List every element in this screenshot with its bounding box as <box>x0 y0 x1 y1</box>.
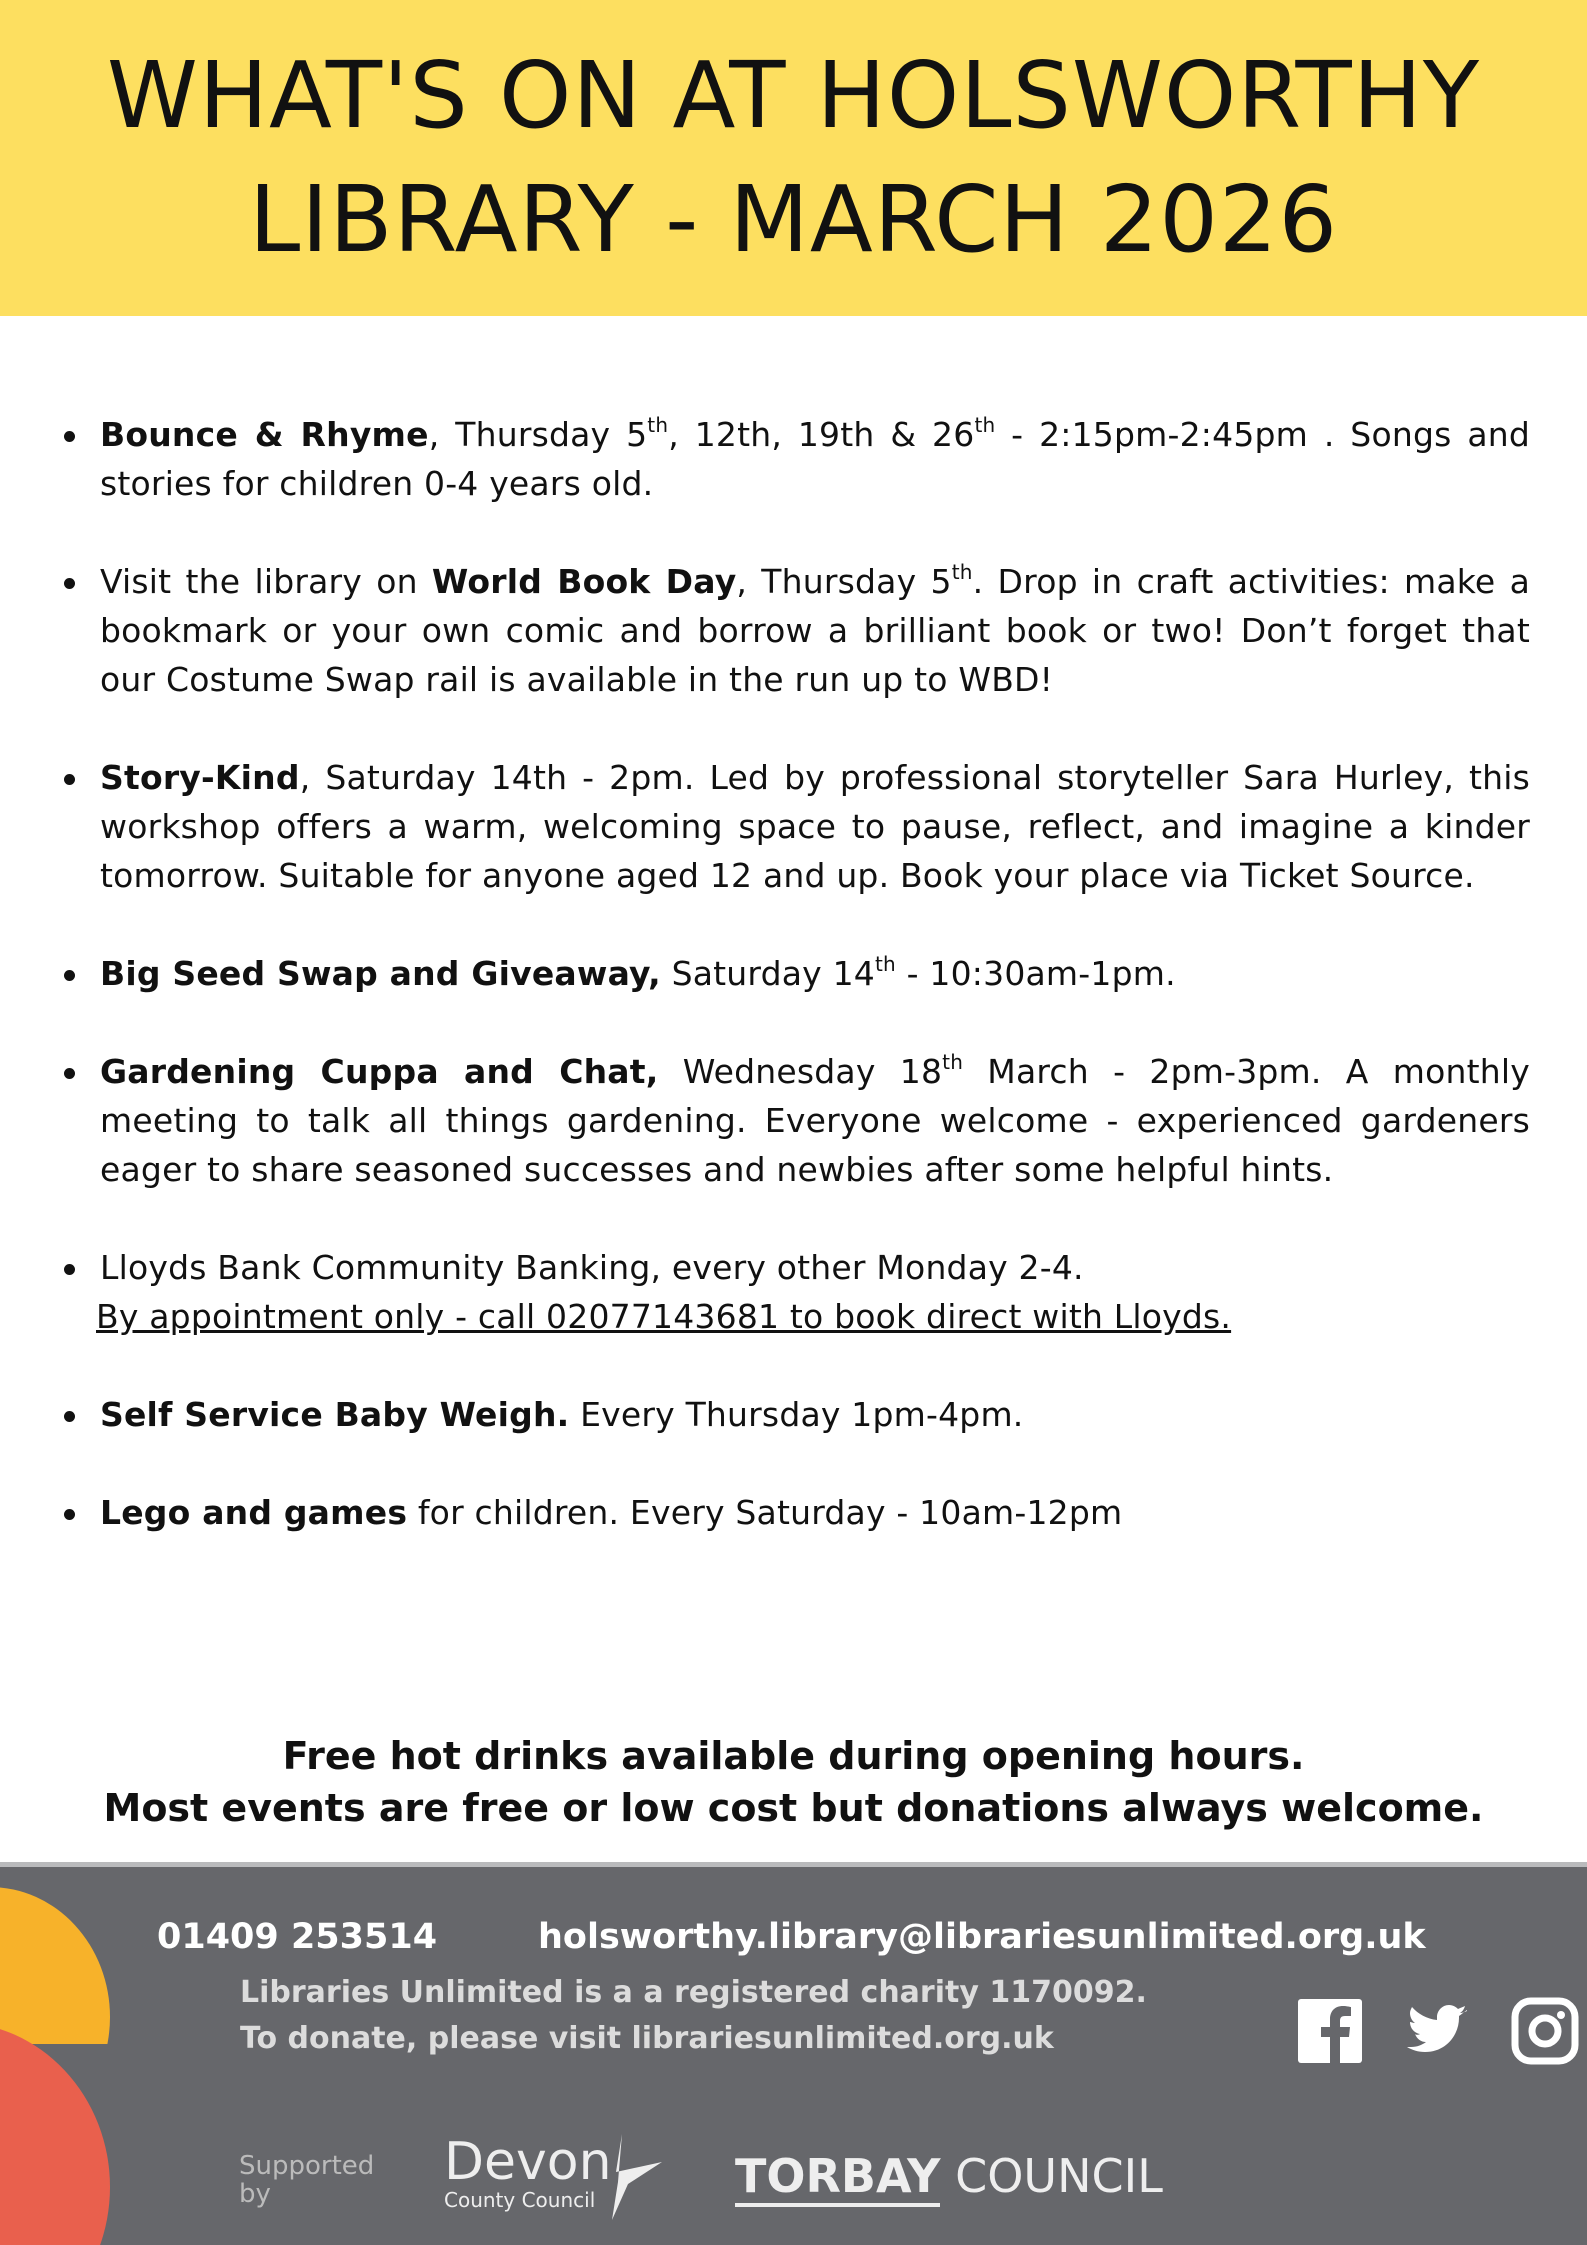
page-header <box>0 0 1587 316</box>
closing-line-2: Most events are free or low cost but donations always welcome. <box>103 1786 1484 1830</box>
event-text: - 10:30am-1pm. <box>895 954 1176 993</box>
closing-line-1: Free hot drinks available during opening hours. <box>282 1734 1305 1778</box>
event-item <box>60 410 1530 508</box>
event-text: - 2:15pm-2:45pm . Songs and stories for children 0-4 years old. <box>100 415 1530 503</box>
email-link[interactable]: holsworthy.library@librariesunlimited.org.uk <box>538 1917 1426 1957</box>
event-title: Story-Kind <box>100 758 300 797</box>
event-item <box>60 557 1530 704</box>
event-text: , Thursday 5 <box>428 415 648 454</box>
event-item <box>60 1047 1530 1194</box>
facebook-icon[interactable] <box>1296 1997 1364 2065</box>
event-text: March - 2pm-3pm. A monthly meeting to talk all things gardening. Everyone welcome - experienced gardeners eager to share seasoned successes and newbies after some helpful hints. <box>100 1052 1530 1189</box>
torbay-council-logo <box>735 2149 1163 2203</box>
appointment-link[interactable]: By appointment only - call 02077143681 to book direct with Lloyds. <box>96 1297 1232 1336</box>
supported-by-label: Supported by <box>239 2151 375 2209</box>
torbay-logo-bold: TORBAY <box>735 2149 940 2207</box>
devon-logo-subtext: County Council <box>444 2188 596 2212</box>
title-line-2: LIBRARY - MARCH 2026 <box>248 166 1338 273</box>
event-item <box>60 753 1530 900</box>
decorative-red-circle <box>0 2022 110 2245</box>
event-item <box>60 949 1530 998</box>
event-text: Saturday 14 <box>660 954 875 993</box>
event-item <box>60 1488 1530 1537</box>
event-item <box>60 1243 1530 1341</box>
event-title: Big Seed Swap and Giveaway, <box>100 954 661 993</box>
devon-logo-text: Devon <box>444 2132 612 2192</box>
devon-leaf-icon <box>592 2132 664 2222</box>
event-title: Bounce & Rhyme <box>100 415 429 454</box>
ordinal-suffix: th <box>942 1050 964 1074</box>
event-text: , Saturday 14th - 2pm. Led by professional storyteller Sara Hurley, this workshop offers a warm, welcoming space to pause, reflect, and imagine a kinder tomorrow. Suitable for anyone aged 12 and up. Book your place via Ticket Source. <box>100 758 1530 895</box>
event-title: Gardening Cuppa and Chat, <box>100 1052 659 1091</box>
event-text: . Drop in craft activities: make a bookmark or your own comic and borrow a brilliant book or two! Don’t forget that our Costume Swap rail is available in the run up to WBD! <box>100 562 1530 699</box>
phone-number[interactable]: 01409 253514 <box>157 1917 438 1957</box>
ordinal-suffix: th <box>875 952 896 976</box>
event-text: Every Thursday 1pm-4pm. <box>569 1395 1024 1434</box>
event-item <box>60 1390 1530 1439</box>
torbay-logo-rest: COUNCIL <box>940 2149 1163 2203</box>
ordinal-suffix: th <box>974 413 996 437</box>
devon-council-logo <box>444 2132 612 2212</box>
closing-note <box>0 1730 1587 1834</box>
twitter-icon[interactable] <box>1403 1997 1471 2065</box>
charity-text: Libraries Unlimited is a a registered charity 1170092. <box>240 1975 1147 2010</box>
event-text: for children. Every Saturday - 10am-12pm <box>407 1493 1123 1532</box>
event-text: Wednesday 18 <box>658 1052 943 1091</box>
event-title: Self Service Baby Weigh. <box>100 1395 570 1434</box>
event-text: Lloyds Bank Community Banking, every other Monday 2-4. <box>100 1248 1084 1287</box>
donate-text: To donate, please visit librariesunlimited.org.uk <box>240 2021 1054 2056</box>
ordinal-suffix: th <box>951 560 973 584</box>
event-list <box>60 410 1530 1586</box>
footer <box>0 1862 1587 2245</box>
event-text: , Thursday 5 <box>736 562 952 601</box>
event-text: , 12th, 19th & 26 <box>668 415 975 454</box>
title-line-1: WHAT'S ON AT HOLSWORTHY <box>106 42 1481 149</box>
instagram-icon[interactable] <box>1511 1997 1579 2065</box>
event-title: Lego and games <box>100 1493 408 1532</box>
ordinal-suffix: th <box>647 413 669 437</box>
event-text: Visit the library on <box>100 562 432 601</box>
event-title: World Book Day <box>431 562 737 601</box>
